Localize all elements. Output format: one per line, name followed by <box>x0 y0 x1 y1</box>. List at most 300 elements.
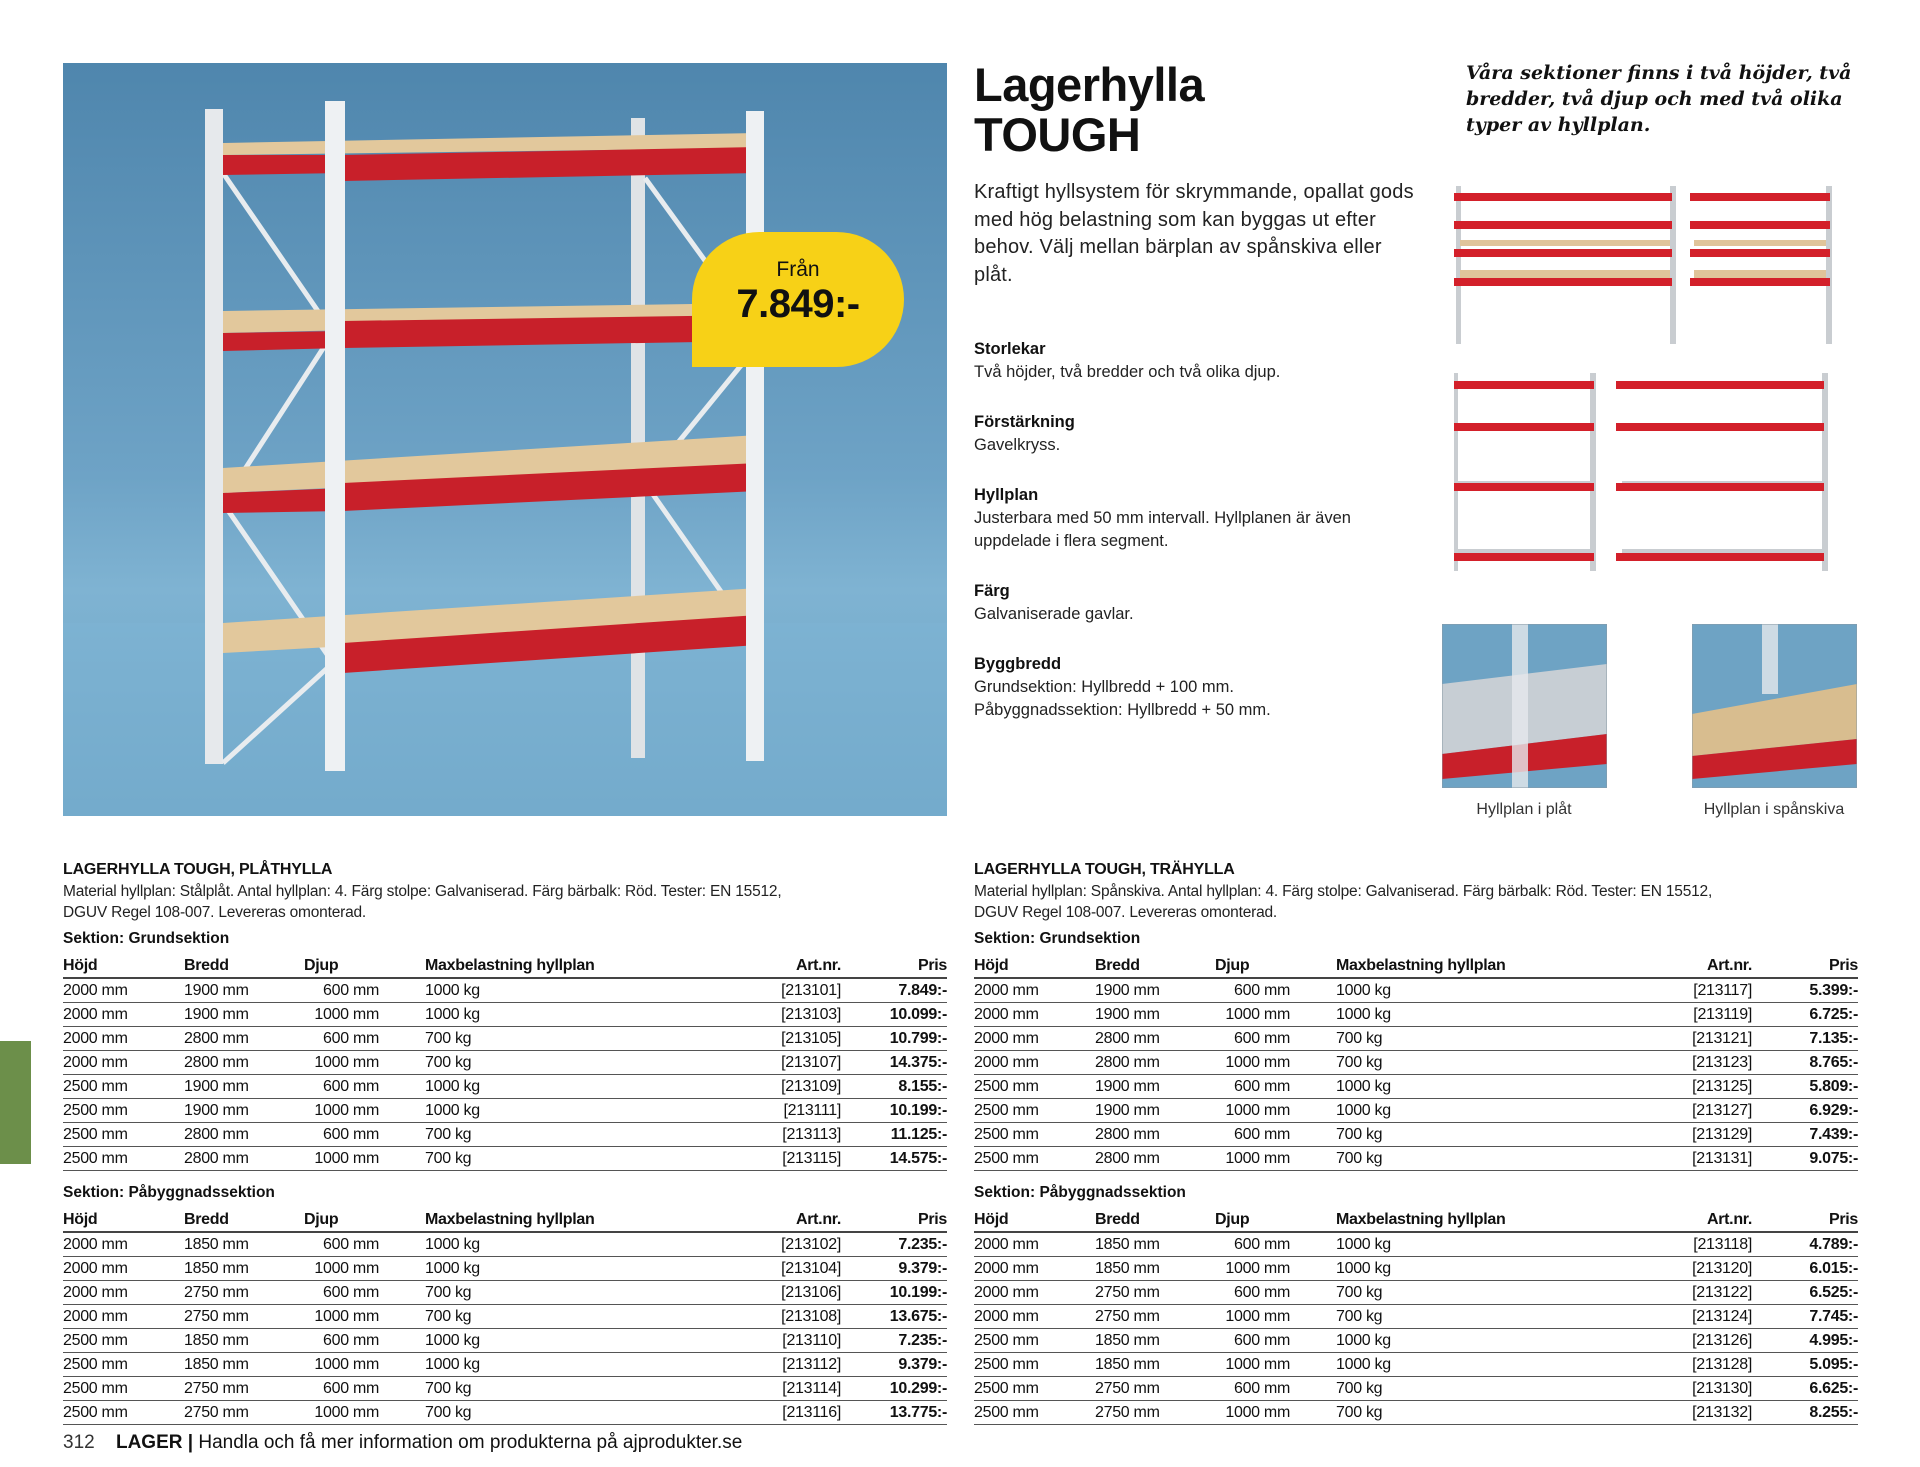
article-number-cell: [213111] <box>783 1102 841 1119</box>
max-load-cell: 700 kg <box>1336 1150 1383 1167</box>
price-cell: 5.809:- <box>1809 1078 1858 1095</box>
spec-heading: Storlekar <box>974 340 1046 358</box>
price-cell: 6.929:- <box>1809 1102 1858 1119</box>
spec-sizes <box>974 338 1280 384</box>
depth-cell: 600 mm <box>1234 1078 1290 1095</box>
height-cell: 2000 mm <box>974 1284 1039 1301</box>
price-cell: 7.235:- <box>898 1332 947 1349</box>
price-cell: 6.015:- <box>1809 1260 1858 1277</box>
title-line-1: Lagerhylla <box>974 58 1205 111</box>
article-number-cell: [213102] <box>781 1236 841 1253</box>
height-cell: 2000 mm <box>974 1054 1039 1071</box>
width-cell: 1900 mm <box>1095 1102 1160 1119</box>
table-row <box>63 1147 947 1171</box>
width-cell: 2750 mm <box>184 1380 249 1397</box>
article-number-cell: [213129] <box>1692 1126 1752 1143</box>
max-load-cell: 700 kg <box>425 1054 472 1071</box>
column-header: Höjd <box>974 1211 1009 1228</box>
max-load-cell: 700 kg <box>1336 1126 1383 1143</box>
spec-heading: Byggbredd <box>974 655 1062 673</box>
width-cell: 1850 mm <box>1095 1356 1160 1373</box>
column-header: Pris <box>1828 1211 1858 1228</box>
article-number-cell: [213128] <box>1692 1356 1752 1373</box>
column-header: Art.nr. <box>1706 957 1752 974</box>
table-row <box>63 1257 947 1281</box>
column-header: Maxbelastning hyllplan <box>425 957 595 974</box>
plate-closeup-image <box>1442 624 1607 788</box>
depth-cell: 600 mm <box>323 1380 379 1397</box>
depth-cell: 600 mm <box>1234 1030 1290 1047</box>
depth-cell: 1000 mm <box>1225 1260 1290 1277</box>
table-row <box>974 1377 1858 1401</box>
table-row <box>63 1027 947 1051</box>
table-header-row <box>974 1208 1858 1233</box>
table-row <box>974 1233 1858 1257</box>
spec-table <box>63 954 947 1171</box>
section-label: Sektion: Påbyggnadssektion <box>974 1184 1186 1201</box>
depth-cell: 1000 mm <box>314 1102 379 1119</box>
width-cell: 1900 mm <box>1095 1078 1160 1095</box>
depth-cell: 1000 mm <box>1225 1006 1290 1023</box>
table-row <box>974 979 1858 1003</box>
width-cell: 1900 mm <box>1095 1006 1160 1023</box>
article-number-cell: [213120] <box>1692 1260 1752 1277</box>
article-number-cell: [213124] <box>1692 1308 1752 1325</box>
price-cell: 5.095:- <box>1809 1356 1858 1373</box>
depth-cell: 600 mm <box>323 1332 379 1349</box>
table-row <box>974 1075 1858 1099</box>
depth-cell: 600 mm <box>323 1236 379 1253</box>
price-cell: 10.299:- <box>889 1380 947 1397</box>
column-header: Djup <box>1215 1211 1250 1228</box>
section-side-tab <box>0 1041 31 1164</box>
price-cell: 8.765:- <box>1809 1054 1858 1071</box>
spec-reinforcement <box>974 411 1075 457</box>
table-plate-shelf <box>63 859 947 1425</box>
table-header-row <box>974 954 1858 979</box>
height-cell: 2000 mm <box>63 1006 128 1023</box>
spec-color <box>974 580 1134 626</box>
article-number-cell: [213132] <box>1692 1404 1752 1421</box>
depth-cell: 600 mm <box>1234 1284 1290 1301</box>
width-cell: 2750 mm <box>1095 1284 1160 1301</box>
handwritten-note: Våra sektioner finns i två höjder, två bredder, två djup och med två olika typer av hyllplan. <box>1466 62 1852 136</box>
price-cell: 7.135:- <box>1809 1030 1858 1047</box>
price-cell: 5.399:- <box>1809 982 1858 999</box>
depth-cell: 1000 mm <box>314 1054 379 1071</box>
table-wood-shelf <box>974 859 1858 1425</box>
article-number-cell: [213125] <box>1692 1078 1752 1095</box>
depth-cell: 1000 mm <box>314 1260 379 1277</box>
max-load-cell: 1000 kg <box>1336 1260 1391 1277</box>
page-number: 312 <box>63 1432 95 1453</box>
width-cell: 1900 mm <box>1095 982 1160 999</box>
table-row <box>974 1281 1858 1305</box>
depth-cell: 600 mm <box>323 1284 379 1301</box>
max-load-cell: 700 kg <box>1336 1284 1383 1301</box>
column-header: Höjd <box>63 957 98 974</box>
depth-cell: 1000 mm <box>1225 1404 1290 1421</box>
width-cell: 2750 mm <box>1095 1308 1160 1325</box>
max-load-cell: 700 kg <box>425 1284 472 1301</box>
price-cell: 11.125:- <box>890 1126 947 1143</box>
table-title: LAGERHYLLA TOUGH, PLÅTHYLLA <box>63 861 333 878</box>
height-cell: 2000 mm <box>63 1236 128 1253</box>
article-number-cell: [213106] <box>781 1284 841 1301</box>
article-number-cell: [213112] <box>782 1356 841 1373</box>
width-cell: 2750 mm <box>184 1404 249 1421</box>
spec-build-width <box>974 653 1271 722</box>
spec-heading: Hyllplan <box>974 486 1039 504</box>
depth-cell: 1000 mm <box>314 1308 379 1325</box>
footer-separator: | <box>187 1432 194 1453</box>
width-cell: 1850 mm <box>1095 1260 1160 1277</box>
width-cell: 1900 mm <box>184 982 249 999</box>
shelf-illustration <box>63 63 947 816</box>
table-row <box>974 1123 1858 1147</box>
column-header: Bredd <box>1095 1211 1140 1228</box>
width-cell: 2750 mm <box>184 1308 249 1325</box>
table-row <box>63 1123 947 1147</box>
height-cell: 2500 mm <box>974 1126 1039 1143</box>
table-row <box>974 1401 1858 1425</box>
width-cell: 2800 mm <box>1095 1030 1160 1047</box>
column-header: Bredd <box>1095 957 1140 974</box>
material-line: DGUV Regel 108-007. Levereras omonterad. <box>63 904 367 921</box>
table-row <box>974 1003 1858 1027</box>
width-cell: 1850 mm <box>184 1356 249 1373</box>
price-badge <box>692 232 904 367</box>
depth-cell: 600 mm <box>1234 982 1290 999</box>
column-header: Art.nr. <box>795 1211 841 1228</box>
article-number-cell: [213117] <box>1693 982 1752 999</box>
depth-cell: 600 mm <box>323 982 379 999</box>
height-cell: 2500 mm <box>974 1078 1039 1095</box>
max-load-cell: 1000 kg <box>1336 1356 1391 1373</box>
spec-table <box>63 1208 947 1425</box>
article-number-cell: [213114] <box>782 1380 841 1397</box>
badge-from-label: Från <box>776 258 820 281</box>
column-header: Maxbelastning hyllplan <box>1336 957 1506 974</box>
section-label: Sektion: Påbyggnadssektion <box>63 1184 275 1201</box>
max-load-cell: 1000 kg <box>1336 1102 1391 1119</box>
article-number-cell: [213109] <box>781 1078 841 1095</box>
price-cell: 7.745:- <box>1809 1308 1858 1325</box>
price-cell: 9.379:- <box>898 1356 947 1373</box>
article-number-cell: [213126] <box>1692 1332 1752 1349</box>
width-cell: 2800 mm <box>184 1030 249 1047</box>
height-cell: 2000 mm <box>974 1308 1039 1325</box>
depth-cell: 1000 mm <box>1225 1356 1290 1373</box>
column-header: Djup <box>304 957 339 974</box>
height-cell: 2500 mm <box>974 1150 1039 1167</box>
max-load-cell: 700 kg <box>425 1150 472 1167</box>
depth-cell: 600 mm <box>1234 1332 1290 1349</box>
max-load-cell: 1000 kg <box>1336 1078 1391 1095</box>
table-row <box>63 1305 947 1329</box>
table-row <box>974 1099 1858 1123</box>
table-row <box>63 1099 947 1123</box>
depth-cell: 1000 mm <box>314 1150 379 1167</box>
page-footer <box>63 1432 742 1454</box>
spec-shelf-levels <box>974 484 1351 553</box>
price-cell: 6.725:- <box>1809 1006 1858 1023</box>
price-cell: 10.799:- <box>889 1030 947 1047</box>
chipboard-closeup-image <box>1692 624 1857 788</box>
height-cell: 2500 mm <box>974 1102 1039 1119</box>
table-row <box>974 1147 1858 1171</box>
spec-text: uppdelade i flera segment. <box>974 532 1169 550</box>
height-cell: 2500 mm <box>974 1404 1039 1421</box>
table-header-row <box>63 954 947 979</box>
column-header: Höjd <box>974 957 1009 974</box>
article-number-cell: [213103] <box>781 1006 841 1023</box>
table-title: LAGERHYLLA TOUGH, TRÄHYLLA <box>974 861 1235 878</box>
depth-cell: 600 mm <box>1234 1380 1290 1397</box>
max-load-cell: 700 kg <box>425 1404 472 1421</box>
width-cell: 1850 mm <box>1095 1332 1160 1349</box>
material-line: DGUV Regel 108-007. Levereras omonterad. <box>974 904 1278 921</box>
table-row <box>63 979 947 1003</box>
max-load-cell: 1000 kg <box>1336 1332 1391 1349</box>
column-header: Art.nr. <box>1706 1211 1752 1228</box>
price-cell: 6.525:- <box>1809 1284 1858 1301</box>
article-number-cell: [213101] <box>781 982 841 999</box>
table-row <box>63 1051 947 1075</box>
spec-heading: Förstärkning <box>974 413 1075 431</box>
depth-cell: 600 mm <box>323 1030 379 1047</box>
width-cell: 1850 mm <box>184 1236 249 1253</box>
width-cell: 2800 mm <box>1095 1054 1160 1071</box>
table-row <box>63 1329 947 1353</box>
plate-section-thumbnails <box>1454 373 1849 573</box>
height-cell: 2000 mm <box>974 982 1039 999</box>
max-load-cell: 1000 kg <box>1336 982 1391 999</box>
depth-cell: 1000 mm <box>1225 1150 1290 1167</box>
table-row <box>63 1401 947 1425</box>
max-load-cell: 1000 kg <box>1336 1006 1391 1023</box>
max-load-cell: 700 kg <box>1336 1380 1383 1397</box>
column-header: Pris <box>917 957 947 974</box>
table-row <box>63 1281 947 1305</box>
wood-section-thumbnails <box>1454 186 1846 346</box>
height-cell: 2500 mm <box>974 1380 1039 1397</box>
price-cell: 10.199:- <box>889 1102 947 1119</box>
price-cell: 10.099:- <box>889 1006 947 1023</box>
column-header: Bredd <box>184 1211 229 1228</box>
price-cell: 10.199:- <box>889 1284 947 1301</box>
max-load-cell: 1000 kg <box>1336 1236 1391 1253</box>
max-load-cell: 700 kg <box>1336 1404 1383 1421</box>
table-row <box>974 1051 1858 1075</box>
column-header: Höjd <box>63 1211 98 1228</box>
article-number-cell: [213115] <box>782 1150 841 1167</box>
caption-chipboard: Hyllplan i spånskiva <box>1703 801 1845 818</box>
max-load-cell: 1000 kg <box>425 1332 480 1349</box>
max-load-cell: 1000 kg <box>425 1102 480 1119</box>
height-cell: 2500 mm <box>63 1126 128 1143</box>
price-cell: 14.375:- <box>889 1054 947 1071</box>
spec-table <box>974 1208 1858 1425</box>
max-load-cell: 700 kg <box>425 1126 472 1143</box>
price-cell: 6.625:- <box>1809 1380 1858 1397</box>
height-cell: 2000 mm <box>63 1030 128 1047</box>
column-header: Maxbelastning hyllplan <box>1336 1211 1506 1228</box>
page-title <box>974 60 1204 160</box>
column-header: Maxbelastning hyllplan <box>425 1211 595 1228</box>
article-number-cell: [213127] <box>1692 1102 1752 1119</box>
max-load-cell: 700 kg <box>1336 1308 1383 1325</box>
footer-section: LAGER <box>115 1432 183 1453</box>
price-cell: 9.075:- <box>1809 1150 1858 1167</box>
column-header: Pris <box>917 1211 947 1228</box>
section-label: Sektion: Grundsektion <box>974 930 1141 947</box>
height-cell: 2500 mm <box>63 1102 128 1119</box>
width-cell: 1850 mm <box>1095 1236 1160 1253</box>
material-line: Material hyllplan: Spånskiva. Antal hyllplan: 4. Färg stolpe: Galvaniserad. Färg bärbalk: Röd. Tester: EN 15512, <box>974 883 1713 900</box>
column-header: Bredd <box>184 957 229 974</box>
height-cell: 2500 mm <box>974 1356 1039 1373</box>
width-cell: 2750 mm <box>1095 1380 1160 1397</box>
article-number-cell: [213104] <box>781 1260 841 1277</box>
height-cell: 2000 mm <box>974 1260 1039 1277</box>
price-cell: 4.789:- <box>1809 1236 1858 1253</box>
caption-plate: Hyllplan i plåt <box>1476 801 1572 818</box>
height-cell: 2000 mm <box>63 1260 128 1277</box>
height-cell: 2500 mm <box>63 1356 128 1373</box>
width-cell: 2750 mm <box>184 1284 249 1301</box>
depth-cell: 1000 mm <box>1225 1308 1290 1325</box>
spec-text: Gavelkryss. <box>974 436 1061 454</box>
spec-heading: Färg <box>974 582 1010 600</box>
table-row <box>974 1353 1858 1377</box>
table-row <box>974 1305 1858 1329</box>
table-row <box>63 1003 947 1027</box>
width-cell: 2800 mm <box>1095 1126 1160 1143</box>
height-cell: 2000 mm <box>63 1284 128 1301</box>
price-cell: 7.235:- <box>898 1236 947 1253</box>
height-cell: 2500 mm <box>63 1078 128 1095</box>
width-cell: 1850 mm <box>184 1260 249 1277</box>
column-header: Pris <box>1828 957 1858 974</box>
table-row <box>63 1377 947 1401</box>
price-cell: 13.775:- <box>889 1404 947 1421</box>
height-cell: 2500 mm <box>63 1380 128 1397</box>
product-description: Kraftigt hyllsystem för skrymmande, opallat gods med hög belastning som kan byggas ut efter behov. Välj mellan bärplan av spånskiva eller plåt. <box>974 181 1414 286</box>
max-load-cell: 700 kg <box>1336 1030 1383 1047</box>
price-cell: 9.379:- <box>898 1260 947 1277</box>
article-number-cell: [213123] <box>1692 1054 1752 1071</box>
depth-cell: 600 mm <box>323 1126 379 1143</box>
width-cell: 1900 mm <box>184 1102 249 1119</box>
max-load-cell: 1000 kg <box>425 1006 480 1023</box>
depth-cell: 600 mm <box>323 1078 379 1095</box>
depth-cell: 600 mm <box>1234 1236 1290 1253</box>
article-number-cell: [213108] <box>781 1308 841 1325</box>
width-cell: 1900 mm <box>184 1078 249 1095</box>
article-number-cell: [213131] <box>1692 1150 1752 1167</box>
article-number-cell: [213119] <box>1693 1006 1752 1023</box>
article-number-cell: [213118] <box>1693 1236 1752 1253</box>
footer-text: Handla och få mer information om produkterna på ajprodukter.se <box>198 1432 743 1453</box>
width-cell: 2800 mm <box>184 1054 249 1071</box>
depth-cell: 1000 mm <box>314 1404 379 1421</box>
section-label: Sektion: Grundsektion <box>63 930 230 947</box>
table-row <box>974 1257 1858 1281</box>
max-load-cell: 1000 kg <box>425 1078 480 1095</box>
table-row <box>974 1027 1858 1051</box>
title-line-2: TOUGH <box>974 108 1141 161</box>
max-load-cell: 1000 kg <box>425 1236 480 1253</box>
width-cell: 2800 mm <box>1095 1150 1160 1167</box>
badge-price: 7.849:- <box>736 282 860 326</box>
table-row <box>974 1329 1858 1353</box>
table-row <box>63 1233 947 1257</box>
price-cell: 14.575:- <box>889 1150 947 1167</box>
max-load-cell: 700 kg <box>425 1308 472 1325</box>
column-header: Djup <box>1215 957 1250 974</box>
spec-text: Galvaniserade gavlar. <box>974 605 1134 623</box>
price-cell: 13.675:- <box>889 1308 947 1325</box>
height-cell: 2500 mm <box>63 1150 128 1167</box>
article-number-cell: [213122] <box>1692 1284 1752 1301</box>
spec-text: Grundsektion: Hyllbredd + 100 mm. <box>974 678 1234 696</box>
spec-text: Justerbara med 50 mm intervall. Hyllplanen är även <box>974 509 1351 527</box>
max-load-cell: 700 kg <box>425 1380 472 1397</box>
width-cell: 2800 mm <box>184 1150 249 1167</box>
width-cell: 2750 mm <box>1095 1404 1160 1421</box>
table-row <box>63 1353 947 1377</box>
price-cell: 8.155:- <box>898 1078 947 1095</box>
table-row <box>63 1075 947 1099</box>
max-load-cell: 1000 kg <box>425 982 480 999</box>
depth-cell: 1000 mm <box>314 1356 379 1373</box>
article-number-cell: [213121] <box>1692 1030 1752 1047</box>
height-cell: 2000 mm <box>63 1308 128 1325</box>
height-cell: 2000 mm <box>974 1030 1039 1047</box>
height-cell: 2500 mm <box>63 1332 128 1349</box>
max-load-cell: 700 kg <box>1336 1054 1383 1071</box>
spec-text: Två höjder, två bredder och två olika djup. <box>974 363 1281 381</box>
material-line: Material hyllplan: Stålplåt. Antal hyllplan: 4. Färg stolpe: Galvaniserad. Färg bärbalk: Röd. Tester: EN 15512, <box>63 883 782 900</box>
table-header-row <box>63 1208 947 1233</box>
width-cell: 2800 mm <box>184 1126 249 1143</box>
height-cell: 2000 mm <box>974 1236 1039 1253</box>
spec-table <box>974 954 1858 1171</box>
price-cell: 8.255:- <box>1809 1404 1858 1421</box>
depth-cell: 1000 mm <box>1225 1054 1290 1071</box>
height-cell: 2000 mm <box>974 1006 1039 1023</box>
column-header: Djup <box>304 1211 339 1228</box>
article-number-cell: [213113] <box>782 1126 841 1143</box>
width-cell: 1850 mm <box>184 1332 249 1349</box>
depth-cell: 1000 mm <box>1225 1102 1290 1119</box>
column-header: Art.nr. <box>795 957 841 974</box>
height-cell: 2500 mm <box>63 1404 128 1421</box>
article-number-cell: [213116] <box>782 1404 841 1421</box>
price-cell: 7.439:- <box>1809 1126 1858 1143</box>
width-cell: 1900 mm <box>184 1006 249 1023</box>
article-number-cell: [213130] <box>1692 1380 1752 1397</box>
spec-text: Påbyggnadssektion: Hyllbredd + 50 mm. <box>974 701 1271 719</box>
height-cell: 2000 mm <box>63 1054 128 1071</box>
product-photo <box>63 63 947 816</box>
depth-cell: 1000 mm <box>314 1006 379 1023</box>
article-number-cell: [213105] <box>781 1030 841 1047</box>
max-load-cell: 700 kg <box>425 1030 472 1047</box>
article-number-cell: [213107] <box>781 1054 841 1071</box>
price-cell: 4.995:- <box>1809 1332 1858 1349</box>
